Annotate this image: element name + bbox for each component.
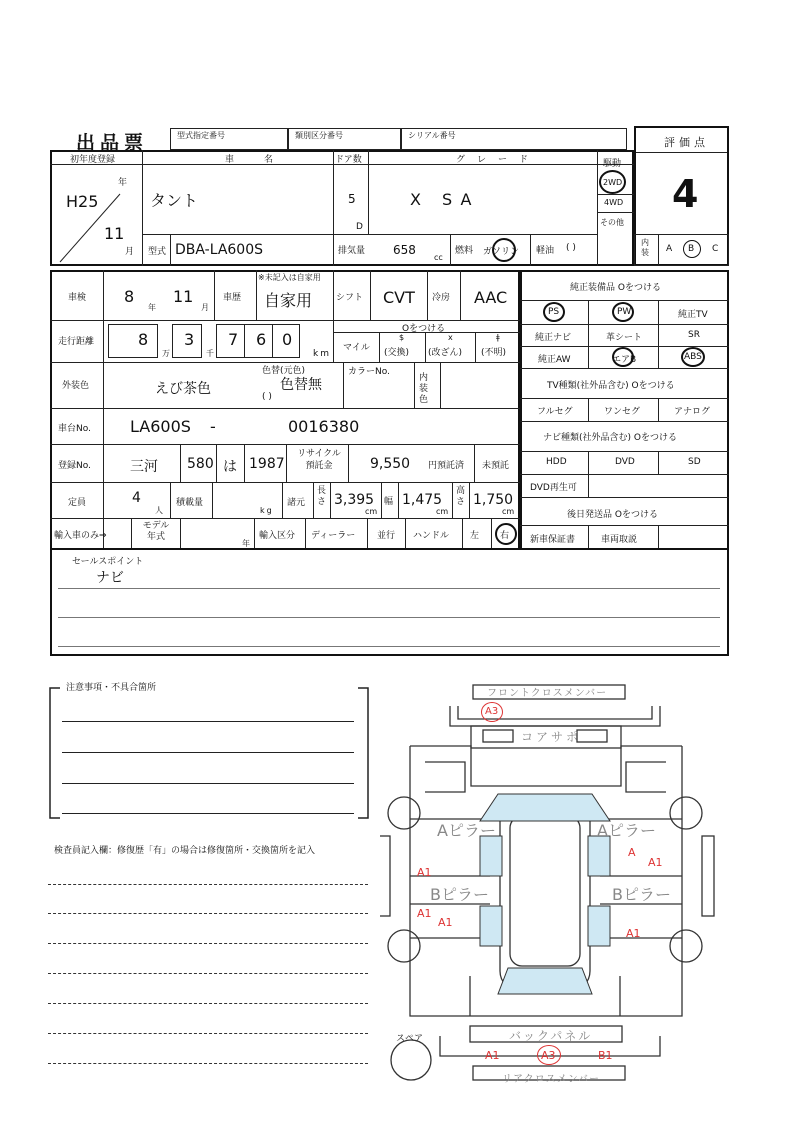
drive-2wd: 2WD [603, 178, 623, 187]
model-year-unit: 年 [242, 539, 250, 548]
height-value: 1,750 [473, 492, 514, 508]
fuel-label: 燃料 [455, 246, 474, 256]
caution-label: 注意事項・不具合箇所 [63, 680, 159, 693]
class-code-label: 類別区分番号 [295, 131, 343, 140]
dims-label: 諸元 [287, 498, 306, 508]
navi-dvd: DVD [615, 457, 635, 467]
tv-oneseg: ワンセグ [604, 407, 641, 417]
rating-value: 4 [672, 172, 699, 216]
ac-label: 冷房 [432, 293, 451, 303]
height-unit: cm [502, 507, 515, 516]
model-designation-field [170, 128, 288, 150]
shift-value: CVT [383, 288, 415, 307]
equip-sr: SR [688, 330, 700, 340]
inspector-label: 検査員記入欄：修復歴「有」の場合は修復箇所・交換箇所を記入 [54, 846, 316, 856]
chassis-number: 0016380 [288, 417, 360, 436]
name-label: 車名 [225, 155, 304, 165]
width-unit: cm [436, 507, 449, 516]
genuine-title: 純正装備品 Oをつける [570, 283, 661, 293]
equip-airbag-circle [612, 347, 637, 367]
mark-left-b1: A1 [417, 907, 432, 920]
mark-front: A3 [485, 706, 499, 717]
interior-b: B [688, 244, 695, 254]
width-label: 幅 [384, 497, 394, 507]
handle-right: 右 [500, 531, 510, 541]
doors-value: 5 [348, 192, 356, 206]
reg-num: 1987 [249, 456, 285, 472]
mark-front-circle [481, 702, 503, 722]
mark-right-a1: A [628, 846, 636, 859]
repaint-value: 色替無 [280, 377, 322, 393]
front-cross-label: フロントクロスメンバー [487, 688, 608, 699]
equip-ps-circle [543, 302, 565, 322]
mileage-sen: 千 [206, 349, 214, 358]
sales-label: セールスポイント [72, 557, 144, 567]
mileage-digit-4: 6 [256, 330, 267, 349]
mileage-digit-2: 3 [184, 330, 195, 349]
interior-c: C [712, 244, 719, 254]
reg-class: 580 [187, 456, 214, 472]
mileage-digit-1: 8 [138, 330, 149, 349]
later-manual: 車両取説 [601, 535, 638, 545]
class-code-field [288, 128, 401, 150]
dealer-label: ディーラー [311, 531, 356, 541]
model-designation-label: 型式指定番号 [177, 131, 225, 140]
mileage-box-1 [108, 324, 158, 358]
displacement-unit: cc [434, 253, 443, 262]
import-label: 輸入車のみ⇒ [54, 531, 107, 541]
reg-kana: は [223, 459, 237, 475]
capacity-label: 定員 [68, 498, 87, 508]
navi-hdd: HDD [546, 457, 567, 467]
height-label: 高さ [456, 486, 466, 507]
details-section [50, 270, 520, 550]
mileage-man: 万 [162, 349, 170, 358]
import-type-label: 輸入区分 [259, 531, 296, 541]
chassis-label: 車台No. [58, 424, 91, 434]
load-unit: kg [260, 506, 274, 515]
sheet-title: 出品票 [76, 132, 149, 154]
mile-label: マイル [343, 343, 370, 353]
year-value: H25 [66, 192, 99, 211]
repaint-paren: ( ) [262, 392, 272, 402]
b-pillar-right-label: Bピラー [612, 885, 671, 904]
doors-label: ドア数 [335, 155, 362, 165]
capacity-unit: 人 [155, 506, 163, 515]
length-unit: cm [365, 507, 378, 516]
recycle-label: リサイクル預託金 [297, 449, 341, 471]
recycle-unit: 円預託済 [428, 461, 465, 471]
model-value: DBA-LA600S [175, 242, 264, 258]
interior-label: 内装 [641, 238, 649, 257]
fuel-circle [492, 238, 516, 262]
equip-pw-circle [612, 302, 634, 322]
grade-value: X SA [410, 190, 480, 209]
inspection-label: 車検 [68, 293, 87, 303]
color-no-label: カラーNo. [348, 367, 390, 377]
sales-section [50, 548, 729, 656]
caution-bracket [48, 686, 370, 820]
sales-value: ナビ [96, 570, 124, 586]
width-value: 1,475 [402, 492, 443, 508]
handle-right-circle [495, 523, 517, 545]
chassis-dash: - [210, 417, 216, 436]
navi-sd: SD [688, 457, 701, 467]
a-pillar-left-label: Aピラー [437, 821, 496, 840]
rating-label: 評価点 [664, 136, 709, 149]
displacement-label: 排気量 [338, 246, 366, 256]
fuel-value: ガソリン [483, 247, 520, 257]
month-value: 11 [104, 224, 125, 243]
unknown-sym: ǂ [496, 333, 500, 342]
exchange-label: (交換) [384, 348, 410, 358]
tv-title: TV種類(社外品含む) Oをつける [547, 381, 675, 391]
circle-note: Oをつける [402, 324, 446, 334]
equip-tv: 純正TV [678, 310, 708, 320]
displacement-value: 658 [393, 243, 416, 257]
equip-ps: PS [548, 307, 560, 317]
mark-rear-c: A3 [541, 1049, 556, 1062]
spare-label: スペア [396, 1034, 424, 1044]
history-note: ※未記入は自家用 [258, 273, 321, 282]
history-value: 自家用 [264, 291, 313, 310]
a-pillar-right-label: Aピラー [597, 821, 656, 840]
equip-aw: 純正AW [538, 355, 571, 365]
drive-label: 駆動 [603, 159, 622, 169]
later-title: 後日発送品 Oをつける [567, 510, 658, 520]
history-label: 車歴 [223, 293, 242, 303]
model-year-label: モデル年式 [142, 521, 170, 542]
reg-area: 三河 [130, 459, 158, 475]
exchange-sym: $ [399, 333, 405, 342]
serial-field [401, 128, 627, 150]
tv-analog: アナログ [674, 407, 711, 417]
load-label: 積載量 [176, 498, 204, 508]
handle-left: 左 [470, 531, 480, 541]
mark-right-a2: A1 [648, 856, 663, 869]
model-label: 型式 [148, 247, 167, 257]
b-pillar-left-label: Bピラー [430, 885, 489, 904]
tamper-sym: x [448, 333, 453, 342]
mileage-label: 走行距離 [58, 337, 95, 347]
unknown-label: (不明) [481, 348, 507, 358]
ac-value: AAC [474, 288, 508, 307]
navi-dvd-play: DVD再生可 [530, 483, 577, 493]
handle-label: ハンドル [413, 531, 450, 541]
interior-b-circle [683, 240, 701, 258]
mark-rear-r: B1 [598, 1049, 613, 1062]
recycle-value: 9,550 [370, 456, 411, 472]
first-reg-label: 初年度登録 [70, 155, 116, 165]
mark-right-b: A1 [626, 927, 641, 940]
drive-2wd-circle [599, 170, 626, 194]
inspection-month-unit: 月 [201, 303, 209, 312]
later-warranty: 新車保証書 [530, 535, 576, 545]
equip-airbag: エアB [612, 355, 637, 365]
inspection-year-unit: 年 [148, 303, 156, 312]
length-value: 3,395 [334, 492, 375, 508]
parallel-label: 並行 [377, 531, 396, 541]
shift-label: シフト [336, 293, 364, 303]
repaint-label: 色替(元色) [262, 366, 306, 376]
navi-title: ナビ種類(社外品含む) Oをつける [543, 433, 677, 443]
chassis-prefix: LA600S [130, 417, 191, 436]
recycle-not: 未預託 [482, 461, 510, 471]
interior-a: A [666, 244, 673, 254]
exterior-color-value: えび茶色 [155, 381, 211, 397]
tamper-label: (改ざん) [428, 348, 463, 358]
drive-4wd: 4WD [604, 198, 624, 207]
mark-left-a: A1 [417, 866, 432, 879]
year-unit: 年 [118, 178, 128, 188]
tv-fullseg: フルセグ [537, 407, 573, 417]
mark-left-b2: A1 [438, 916, 453, 929]
length-label: 長さ [317, 486, 327, 507]
equip-navi: 純正ナビ [535, 333, 572, 343]
mark-rear-l: A1 [485, 1049, 500, 1062]
back-panel-label: バックパネル [509, 1029, 593, 1043]
grade-label: グレード [456, 155, 541, 165]
diesel-label: 軽油 [536, 246, 555, 256]
equip-leather: 革シート [606, 333, 643, 343]
serial-label: シリアル番号 [408, 131, 456, 140]
equip-abs-circle [681, 347, 705, 367]
doors-unit: D [356, 222, 363, 232]
mileage-digit-3: 7 [228, 330, 239, 349]
month-unit: 月 [125, 247, 135, 257]
equip-pw: PW [617, 307, 632, 317]
reg-label: 登録No. [58, 461, 91, 471]
mileage-digit-5: 0 [282, 330, 293, 349]
equip-abs: ABS [684, 352, 702, 362]
interior-color-label: 内装色 [419, 373, 429, 405]
rear-cross-label: リアクロスメンバー [502, 1074, 600, 1085]
car-name: タント [150, 191, 199, 210]
inspection-year: 8 [124, 287, 135, 306]
core-support-label: コアサポ [521, 730, 582, 744]
diesel-paren: ( ) [566, 243, 576, 253]
inspection-month: 11 [173, 287, 194, 306]
mark-rear-c-circle [537, 1045, 561, 1065]
exterior-color-label: 外装色 [62, 381, 90, 391]
drive-other: その他 [600, 218, 624, 227]
mileage-unit: km [313, 349, 331, 359]
capacity-value: 4 [132, 490, 141, 506]
